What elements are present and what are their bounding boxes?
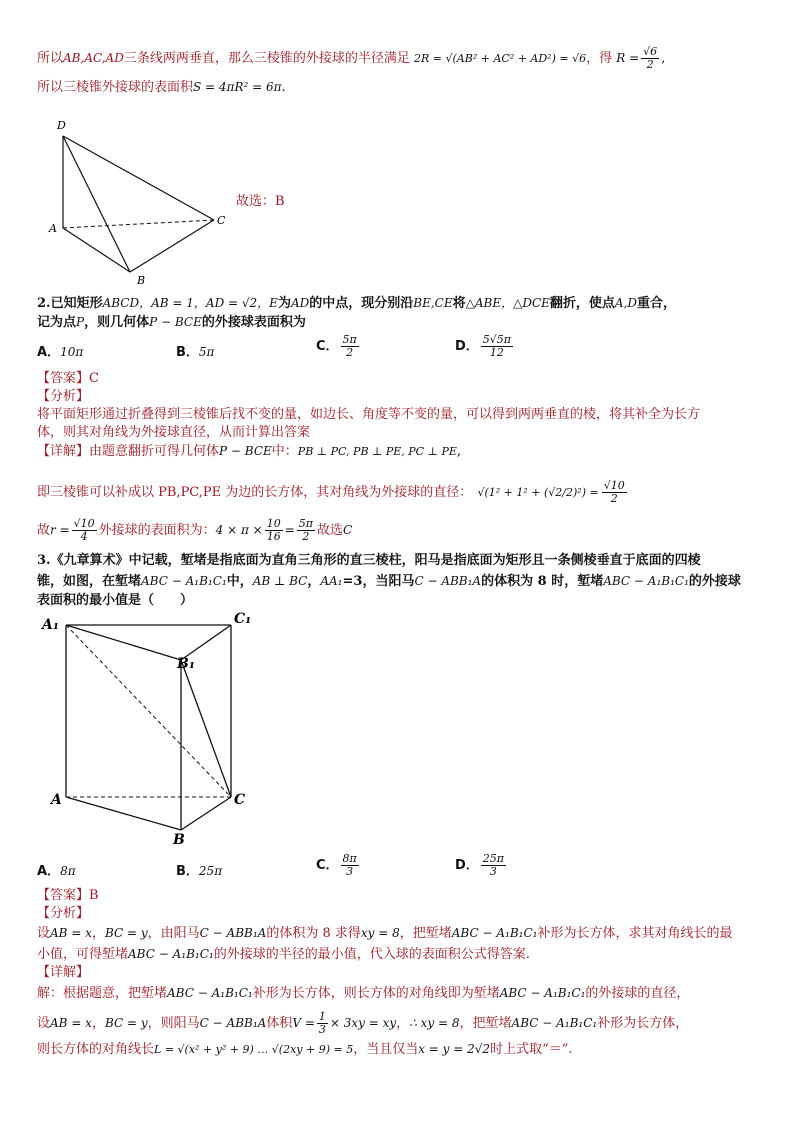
text: 三条线两两垂直，那么三棱锥的外接球的半径满足 xyxy=(123,51,410,66)
q3-analysis-line-1: 设AB = x，BC = y，由阳马C − ABB₁A的体积为 8 求得xy = 8，把堑堵ABC − A₁B₁C₁补形为长方体，求其对角线长的最 xyxy=(37,926,733,941)
math: 2R = √(AB² + AC² + AD²) = √6 xyxy=(414,52,587,65)
q3-detail-line-2: 设AB = x，BC = y，则阳马C − ABB₁A体积V = $\frac{1}{3}$ × 3xy = xy，∴ xy = 8，把堑堵ABC − A₁B₁C₁补形为长方体， xyxy=(37,1010,689,1036)
q2-option-a: A．10π xyxy=(37,345,84,360)
edge-AB xyxy=(63,228,130,272)
top-line-1: 所以AB,AC,AD三条线两两垂直，那么三棱锥的外接球的半径满足 2R = √(AB² + AC² + AD²) = √6，得 R = $\frac{√6}{2}$ , xyxy=(37,45,666,71)
q3-answer: 【答案】B xyxy=(37,888,99,903)
edge-B1C xyxy=(181,660,231,797)
q3-analysis-line-2: 小值，可得堑堵ABC − A₁B₁C₁的外接球的半径的最小值，代入球的表面积公式得答案. xyxy=(37,947,530,962)
fraction: $\frac{8\pi}{3}$ xyxy=(342,852,357,878)
q2-option-b: B．5π xyxy=(176,345,215,360)
label-A: A xyxy=(49,222,57,235)
label-C1: C₁ xyxy=(234,611,252,627)
q2-analysis-line-1: 将平面矩形通过折叠得到三棱锥后找不变的量，如边长、角度等不变的量，可以得到两两垂直的棱，将其补全为长方 xyxy=(37,407,701,422)
q2-answer: 【答案】C xyxy=(37,371,99,386)
tetrahedron-figure xyxy=(40,112,240,292)
fig1-answer: 故选：B xyxy=(236,194,285,209)
q2-stem-line-2: 记为点P，则几何体P − BCE的外接球表面积为 xyxy=(37,315,306,330)
q2-analysis-label: 【分析】 xyxy=(37,389,90,404)
q2-detail-line-1: 【详解】由题意翻折可得几何体P − BCE中：PB ⊥ PC, PB ⊥ PE, PC ⊥ PE, xyxy=(37,444,462,459)
label-C: C xyxy=(217,214,226,227)
fraction: $\frac{5\pi}{2}$ xyxy=(342,333,357,359)
edge-A1C-hidden xyxy=(66,625,231,797)
text: 所以三棱锥外接球的表面积 xyxy=(37,80,194,95)
text: 所以 xyxy=(37,51,64,66)
q3-detail-line-1: 解：根据题意，把堑堵ABC − A₁B₁C₁补形为长方体，则长方体的对角线即为堑堵ABC − A₁B₁C₁的外接球的直径， xyxy=(37,986,690,1001)
math: R = xyxy=(616,51,640,65)
edge-AB xyxy=(66,797,181,830)
q3-stem-line-3: 表面积的最小值是（ ） xyxy=(37,593,194,608)
q3-option-b: B．25π xyxy=(176,864,223,879)
label-A1: A₁ xyxy=(42,617,59,633)
q2-detail-line-2: 即三棱锥可以补成以 PB,PC,PE 为边的长方体，其对角线为外接球的直径： √(1² + 1² + (√2/2)²) = $\frac{√10}{2}$ xyxy=(37,479,625,505)
label-A: A xyxy=(51,792,62,808)
fraction: $\frac{5\pi}{2}$ xyxy=(298,517,314,543)
q3-option-c: C． $\frac{8\pi}{3}$ xyxy=(316,852,357,878)
label-B: B xyxy=(137,274,146,287)
fraction: $\frac{√10}{2}$ xyxy=(603,479,625,505)
q3-option-a: A．8π xyxy=(37,864,76,879)
edge-AC-hidden xyxy=(63,220,214,228)
edge-BC xyxy=(130,220,214,272)
edge-DB xyxy=(63,136,130,272)
label-C: C xyxy=(234,792,246,808)
label-B1: B₁ xyxy=(177,656,195,672)
q2-stem-line-1: 2.已知矩形ABCD，AB = 1，AD = √2，E为AD的中点，现分别沿BE,CE将△ABE，△DCE翻折，使点A,D重合， xyxy=(37,296,677,311)
edge-BC xyxy=(181,797,231,830)
q2-detail-line-3: 故r = $\frac{√10}{4}$ 外接球的表面积为：4 × π × $\frac{10}{16}$ = $\frac{5\pi}{2}$ 故选C xyxy=(37,517,353,543)
q3-analysis-label: 【分析】 xyxy=(37,906,90,921)
fraction: $\frac{25\pi}{3}$ xyxy=(482,852,505,878)
prism-figure xyxy=(36,610,266,852)
q3-detail-line-3: 则长方体的对角线长L = √(x² + y² + 9) … √(2xy + 9) = 5，当且仅当x = y = 2√2时上式取“＝”. xyxy=(37,1042,573,1057)
math: S = 4πR² = 6π xyxy=(193,80,282,94)
fraction: $\frac{5√5\pi}{12}$ xyxy=(482,333,512,359)
q2-analysis-line-2: 体，则其对角线为外接球直径，从而计算出答案 xyxy=(37,425,311,440)
fraction: $\frac{√6}{2}$ xyxy=(643,45,658,71)
q3-detail-label: 【详解】 xyxy=(37,965,90,980)
q3-stem-line-1: 3.《九章算术》中记载，堑堵是指底面为直角三角形的直三棱柱，阳马是指底面为矩形且一条侧棱垂直于底面的四棱 xyxy=(37,553,701,568)
q2-option-c: C． $\frac{5\pi}{2}$ xyxy=(316,333,357,359)
q3-option-d: D． $\frac{25\pi}{3}$ xyxy=(455,852,505,878)
q2-option-d: D． $\frac{5√5\pi}{12}$ xyxy=(455,333,512,359)
fraction: $\frac{1}{3}$ xyxy=(318,1010,326,1036)
edge-B1C1 xyxy=(181,625,231,660)
top-line-2: 所以三棱锥外接球的表面积S = 4πR² = 6π. xyxy=(37,80,286,95)
text: ，得 xyxy=(586,51,613,66)
edge-DC xyxy=(63,136,214,220)
fraction: $\frac{10}{16}$ xyxy=(266,517,281,543)
math: AB,AC,AD xyxy=(63,51,124,65)
q3-stem-line-2: 锥，如图，在堑堵ABC − A₁B₁C₁中，AB ⊥ BC，AA₁=3，当阳马C − ABB₁A的体积为 8 时，堑堵ABC − A₁B₁C₁的外接球 xyxy=(37,574,741,589)
label-D: D xyxy=(57,119,66,132)
fraction: $\frac{√10}{4}$ xyxy=(73,517,95,543)
label-B: B xyxy=(173,832,185,848)
